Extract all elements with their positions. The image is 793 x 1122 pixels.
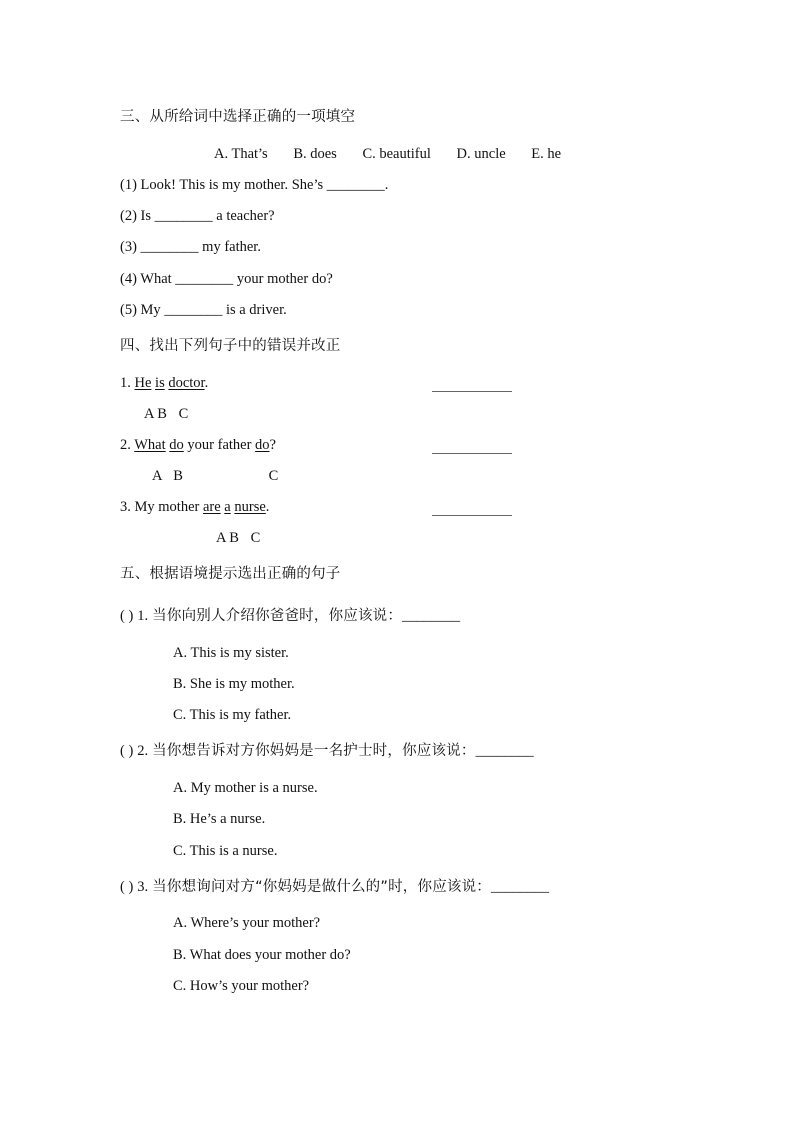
underlined-part-c: do xyxy=(255,437,270,453)
label-c: C xyxy=(178,406,189,422)
answer-line-2[interactable] xyxy=(432,452,512,454)
section-3-title: 三、从所给词中选择正确的一项填空 xyxy=(120,109,356,125)
underlined-part-b: a xyxy=(224,499,231,515)
fill-item-text: . xyxy=(384,177,389,193)
underlined-part-b: do xyxy=(169,437,184,453)
punctuation: . xyxy=(204,375,209,391)
question-blank: ________ xyxy=(475,743,534,759)
label-b: B xyxy=(157,406,167,422)
underlined-part-a: are xyxy=(202,499,221,515)
section-4-title: 四、找出下列句子中的错误并改正 xyxy=(120,338,341,354)
fill-item-text: (2) Is xyxy=(120,208,155,224)
question-blank: ________ xyxy=(491,879,549,895)
item-number: 1. xyxy=(120,375,135,391)
fill-item-text: (1) Look! This is my mother. She’s xyxy=(120,177,327,193)
fill-item-1 xyxy=(120,178,388,193)
fill-blank[interactable]: ________ xyxy=(326,177,385,193)
word-bank xyxy=(214,147,561,162)
label-a: A xyxy=(216,530,226,546)
error-item-2 xyxy=(120,438,276,453)
fill-item-text: my father. xyxy=(198,239,261,255)
choice-option-1c: C. This is my father. xyxy=(173,707,292,723)
fill-item-text: a teacher? xyxy=(212,208,275,224)
fill-item-text: is a driver. xyxy=(222,302,287,318)
item-number: 3. My mother xyxy=(120,499,203,515)
question-blank: ________ xyxy=(402,608,461,624)
word-option-c: C. beautiful xyxy=(362,146,431,162)
error-item-1 xyxy=(120,376,208,391)
fill-blank[interactable]: ________ xyxy=(164,302,223,318)
label-c: C xyxy=(268,468,279,484)
question-prompt: 当你想告诉对方你妈妈是一名护士时，你应该说： xyxy=(152,743,476,759)
word-option-d: D. uncle xyxy=(456,146,506,162)
choice-question-2 xyxy=(120,743,534,759)
choice-option-3b: B. What does your mother do? xyxy=(173,947,351,963)
error-labels-1 xyxy=(144,407,188,422)
question-prompt: 当你向别人介绍你爸爸时，你应该说： xyxy=(152,608,403,624)
choice-option-3a: A. Where’s your mother? xyxy=(173,915,321,931)
fill-item-5 xyxy=(120,303,287,318)
choice-option-2c: C. This is a nurse. xyxy=(173,843,278,859)
label-c: C xyxy=(250,530,261,546)
answer-bracket[interactable]: ( ) xyxy=(120,879,134,895)
fill-item-2 xyxy=(120,209,275,224)
choice-option-1b: B. She is my mother. xyxy=(173,676,295,692)
label-b: B xyxy=(229,530,239,546)
word-option-a: A. That’s xyxy=(214,146,268,162)
choice-option-2b: B. He’s a nurse. xyxy=(173,811,266,827)
underlined-part-c: nurse xyxy=(234,499,266,515)
answer-bracket[interactable]: ( ) xyxy=(120,743,134,759)
underlined-part-b: is xyxy=(155,375,165,391)
label-a: A xyxy=(152,468,162,484)
fill-item-text: (4) What xyxy=(120,271,176,287)
error-labels-2 xyxy=(152,469,278,484)
choice-question-3 xyxy=(120,879,549,895)
answer-line-1[interactable] xyxy=(432,390,512,392)
question-number: 3. xyxy=(137,879,149,895)
underlined-part-c: doctor xyxy=(168,375,205,391)
word-option-e: E. he xyxy=(531,146,562,162)
underlined-part-a: What xyxy=(134,437,166,453)
section-5-title: 五、根据语境提示选出正确的句子 xyxy=(120,566,341,582)
label-b: B xyxy=(173,468,183,484)
choice-option-3c: C. How’s your mother? xyxy=(173,978,310,994)
fill-blank[interactable]: ________ xyxy=(175,271,234,287)
fill-item-text: (5) My xyxy=(120,302,165,318)
plain-text: your father xyxy=(183,437,256,453)
item-number: 2. xyxy=(120,437,135,453)
fill-item-3 xyxy=(120,240,261,255)
question-number: 1. xyxy=(137,608,149,624)
fill-item-text: your mother do? xyxy=(233,271,333,287)
question-prompt: 当你想询问对方“你妈妈是做什么的”时，你应该说： xyxy=(152,879,491,895)
choice-question-1 xyxy=(120,608,460,624)
choice-option-1a: A. This is my sister. xyxy=(173,645,289,661)
underlined-part-a: He xyxy=(134,375,152,391)
error-item-3 xyxy=(120,500,269,515)
answer-line-3[interactable] xyxy=(432,514,512,516)
choice-option-2a: A. My mother is a nurse. xyxy=(173,780,318,796)
fill-item-4 xyxy=(120,272,333,287)
fill-item-text: (3) xyxy=(120,239,141,255)
punctuation: . xyxy=(265,499,270,515)
fill-blank[interactable]: ________ xyxy=(154,208,213,224)
error-labels-3 xyxy=(216,531,260,546)
punctuation: ? xyxy=(269,437,276,453)
label-a: A xyxy=(144,406,154,422)
answer-bracket[interactable]: ( ) xyxy=(120,608,134,624)
question-number: 2. xyxy=(137,743,149,759)
word-option-b: B. does xyxy=(293,146,337,162)
fill-blank[interactable]: ________ xyxy=(140,239,199,255)
